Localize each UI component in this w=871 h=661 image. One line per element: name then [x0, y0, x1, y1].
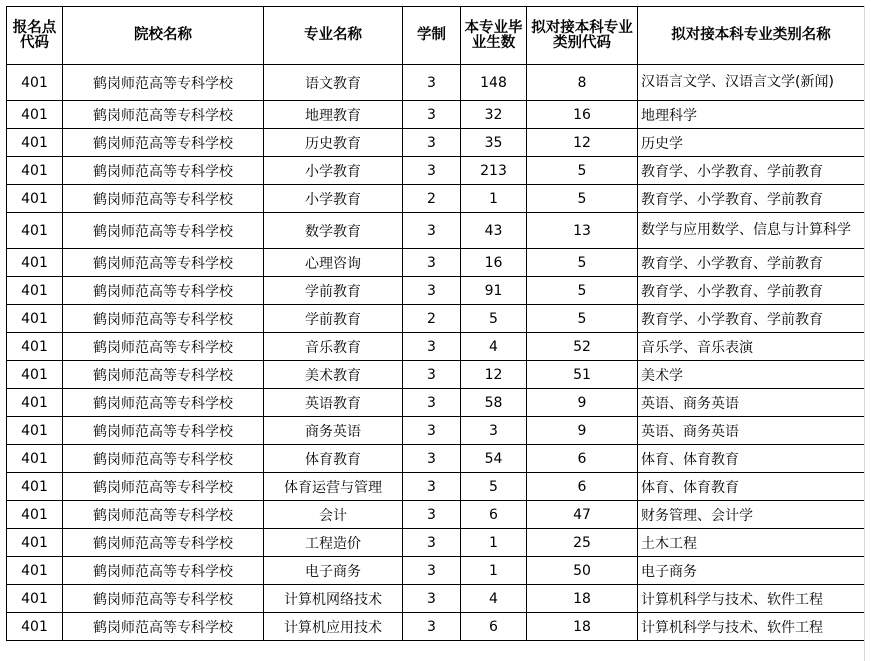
table-row [7, 389, 865, 417]
cell-school-name: 鹤岗师范高等专科学校 [63, 585, 264, 613]
cell-site-code: 401 [7, 445, 63, 473]
cell-duration: 3 [403, 65, 461, 101]
cell-major-name: 体育教育 [264, 445, 403, 473]
cell-graduates: 35 [461, 129, 527, 157]
cell-target-name: 汉语言文学、汉语言文学(新闻) [638, 65, 865, 101]
cell-major-name: 学前教育 [264, 305, 403, 333]
cell-duration: 3 [403, 129, 461, 157]
cell-target-name: 教育学、小学教育、学前教育 [638, 157, 865, 185]
cell-school-name: 鹤岗师范高等专科学校 [63, 249, 264, 277]
cell-graduates: 5 [461, 473, 527, 501]
cell-major-name: 小学教育 [264, 185, 403, 213]
cell-duration: 3 [403, 277, 461, 305]
table-row [7, 417, 865, 445]
table-row [7, 129, 865, 157]
cell-major-name: 学前教育 [264, 277, 403, 305]
cell-duration: 2 [403, 185, 461, 213]
cell-duration: 3 [403, 101, 461, 129]
cell-graduates: 6 [461, 501, 527, 529]
cell-school-name: 鹤岗师范高等专科学校 [63, 501, 264, 529]
cell-target-name: 音乐学、音乐表演 [638, 333, 865, 361]
cell-school-name: 鹤岗师范高等专科学校 [63, 277, 264, 305]
cell-site-code: 401 [7, 249, 63, 277]
cell-major-name: 工程造价 [264, 529, 403, 557]
table-row [7, 157, 865, 185]
table-row [7, 361, 865, 389]
cell-major-name: 语文教育 [264, 65, 403, 101]
cell-target-name: 教育学、小学教育、学前教育 [638, 277, 865, 305]
cell-major-name: 小学教育 [264, 157, 403, 185]
header-target-code: 拟对接本科专业类别代码 [527, 7, 638, 65]
cell-target-name: 电子商务 [638, 557, 865, 585]
table-row [7, 277, 865, 305]
cell-target-code: 12 [527, 129, 638, 157]
cell-target-code: 18 [527, 585, 638, 613]
cell-school-name: 鹤岗师范高等专科学校 [63, 157, 264, 185]
cell-duration: 3 [403, 417, 461, 445]
cell-target-name: 体育、体育教育 [638, 473, 865, 501]
cell-major-name: 计算机网络技术 [264, 585, 403, 613]
cell-site-code: 401 [7, 277, 63, 305]
cell-duration: 3 [403, 473, 461, 501]
cell-graduates: 1 [461, 185, 527, 213]
cell-school-name: 鹤岗师范高等专科学校 [63, 389, 264, 417]
cell-school-name: 鹤岗师范高等专科学校 [63, 101, 264, 129]
cell-school-name: 鹤岗师范高等专科学校 [63, 473, 264, 501]
cell-site-code: 401 [7, 185, 63, 213]
cell-target-name: 体育、体育教育 [638, 445, 865, 473]
cell-school-name: 鹤岗师范高等专科学校 [63, 185, 264, 213]
table-row [7, 613, 865, 641]
cell-graduates: 54 [461, 445, 527, 473]
table-row [7, 445, 865, 473]
cell-target-name: 英语、商务英语 [638, 389, 865, 417]
cell-school-name: 鹤岗师范高等专科学校 [63, 333, 264, 361]
cell-graduates: 16 [461, 249, 527, 277]
cell-graduates: 148 [461, 65, 527, 101]
table-row [7, 333, 865, 361]
cell-duration: 3 [403, 361, 461, 389]
cell-target-name: 财务管理、会计学 [638, 501, 865, 529]
cell-graduates: 213 [461, 157, 527, 185]
cell-target-code: 13 [527, 213, 638, 249]
cell-graduates: 1 [461, 529, 527, 557]
cell-duration: 3 [403, 613, 461, 641]
cell-school-name: 鹤岗师范高等专科学校 [63, 361, 264, 389]
cell-duration: 3 [403, 501, 461, 529]
cell-graduates: 4 [461, 333, 527, 361]
cell-school-name: 鹤岗师范高等专科学校 [63, 305, 264, 333]
spreadsheet-gridline [864, 6, 871, 661]
table-row [7, 557, 865, 585]
cell-target-code: 18 [527, 613, 638, 641]
header-duration: 学制 [403, 7, 461, 65]
admissions-table [6, 6, 865, 641]
table-row [7, 529, 865, 557]
cell-major-name: 美术教育 [264, 361, 403, 389]
cell-graduates: 91 [461, 277, 527, 305]
header-major-name: 专业名称 [264, 7, 403, 65]
cell-graduates: 12 [461, 361, 527, 389]
cell-target-name: 计算机科学与技术、软件工程 [638, 613, 865, 641]
cell-duration: 3 [403, 213, 461, 249]
cell-target-name: 地理科学 [638, 101, 865, 129]
cell-site-code: 401 [7, 361, 63, 389]
cell-site-code: 401 [7, 129, 63, 157]
table-row [7, 501, 865, 529]
cell-major-name: 英语教育 [264, 389, 403, 417]
header-target-name: 拟对接本科专业类别名称 [638, 7, 865, 65]
header-school-name: 院校名称 [63, 7, 264, 65]
cell-school-name: 鹤岗师范高等专科学校 [63, 417, 264, 445]
cell-duration: 3 [403, 529, 461, 557]
header-row [7, 7, 865, 65]
header-graduates: 本专业毕业生数 [461, 7, 527, 65]
cell-target-name: 教育学、小学教育、学前教育 [638, 305, 865, 333]
cell-site-code: 401 [7, 557, 63, 585]
cell-target-code: 47 [527, 501, 638, 529]
cell-target-code: 5 [527, 185, 638, 213]
cell-site-code: 401 [7, 613, 63, 641]
cell-target-code: 51 [527, 361, 638, 389]
cell-school-name: 鹤岗师范高等专科学校 [63, 65, 264, 101]
cell-target-code: 25 [527, 529, 638, 557]
cell-target-code: 5 [527, 277, 638, 305]
cell-duration: 3 [403, 389, 461, 417]
cell-site-code: 401 [7, 157, 63, 185]
cell-site-code: 401 [7, 501, 63, 529]
cell-target-name: 土木工程 [638, 529, 865, 557]
cell-school-name: 鹤岗师范高等专科学校 [63, 445, 264, 473]
cell-target-code: 9 [527, 389, 638, 417]
cell-site-code: 401 [7, 585, 63, 613]
cell-site-code: 401 [7, 65, 63, 101]
cell-major-name: 计算机应用技术 [264, 613, 403, 641]
cell-target-code: 50 [527, 557, 638, 585]
cell-duration: 3 [403, 333, 461, 361]
cell-target-name: 数学与应用数学、信息与计算科学 [638, 213, 865, 249]
cell-major-name: 心理咨询 [264, 249, 403, 277]
cell-site-code: 401 [7, 101, 63, 129]
cell-target-code: 16 [527, 101, 638, 129]
cell-site-code: 401 [7, 213, 63, 249]
cell-duration: 3 [403, 557, 461, 585]
cell-site-code: 401 [7, 389, 63, 417]
cell-target-name: 美术学 [638, 361, 865, 389]
cell-major-name: 地理教育 [264, 101, 403, 129]
cell-target-name: 计算机科学与技术、软件工程 [638, 585, 865, 613]
cell-graduates: 43 [461, 213, 527, 249]
cell-major-name: 音乐教育 [264, 333, 403, 361]
cell-site-code: 401 [7, 333, 63, 361]
table-row [7, 65, 865, 101]
cell-school-name: 鹤岗师范高等专科学校 [63, 557, 264, 585]
cell-target-name: 英语、商务英语 [638, 417, 865, 445]
table-row [7, 305, 865, 333]
cell-school-name: 鹤岗师范高等专科学校 [63, 213, 264, 249]
cell-graduates: 58 [461, 389, 527, 417]
header-site-code: 报名点代码 [7, 7, 63, 65]
cell-target-code: 5 [527, 157, 638, 185]
cell-target-code: 5 [527, 249, 638, 277]
cell-graduates: 32 [461, 101, 527, 129]
cell-major-name: 商务英语 [264, 417, 403, 445]
cell-school-name: 鹤岗师范高等专科学校 [63, 129, 264, 157]
cell-major-name: 数学教育 [264, 213, 403, 249]
cell-major-name: 电子商务 [264, 557, 403, 585]
cell-target-code: 8 [527, 65, 638, 101]
cell-school-name: 鹤岗师范高等专科学校 [63, 529, 264, 557]
cell-target-name: 教育学、小学教育、学前教育 [638, 249, 865, 277]
cell-target-code: 6 [527, 445, 638, 473]
table-row [7, 185, 865, 213]
table-row [7, 213, 865, 249]
cell-site-code: 401 [7, 305, 63, 333]
cell-target-code: 6 [527, 473, 638, 501]
cell-graduates: 4 [461, 585, 527, 613]
table-row [7, 585, 865, 613]
cell-graduates: 3 [461, 417, 527, 445]
cell-target-name: 历史学 [638, 129, 865, 157]
cell-target-code: 5 [527, 305, 638, 333]
table-body [7, 65, 865, 641]
cell-school-name: 鹤岗师范高等专科学校 [63, 613, 264, 641]
cell-major-name: 历史教育 [264, 129, 403, 157]
cell-major-name: 体育运营与管理 [264, 473, 403, 501]
cell-target-name: 教育学、小学教育、学前教育 [638, 185, 865, 213]
cell-graduates: 6 [461, 613, 527, 641]
table-row [7, 249, 865, 277]
table-row [7, 473, 865, 501]
cell-graduates: 5 [461, 305, 527, 333]
cell-duration: 2 [403, 305, 461, 333]
cell-duration: 3 [403, 445, 461, 473]
cell-site-code: 401 [7, 417, 63, 445]
cell-graduates: 1 [461, 557, 527, 585]
cell-site-code: 401 [7, 473, 63, 501]
table-row [7, 101, 865, 129]
cell-site-code: 401 [7, 529, 63, 557]
cell-target-code: 9 [527, 417, 638, 445]
cell-duration: 3 [403, 157, 461, 185]
cell-target-code: 52 [527, 333, 638, 361]
cell-duration: 3 [403, 249, 461, 277]
cell-major-name: 会计 [264, 501, 403, 529]
cell-duration: 3 [403, 585, 461, 613]
